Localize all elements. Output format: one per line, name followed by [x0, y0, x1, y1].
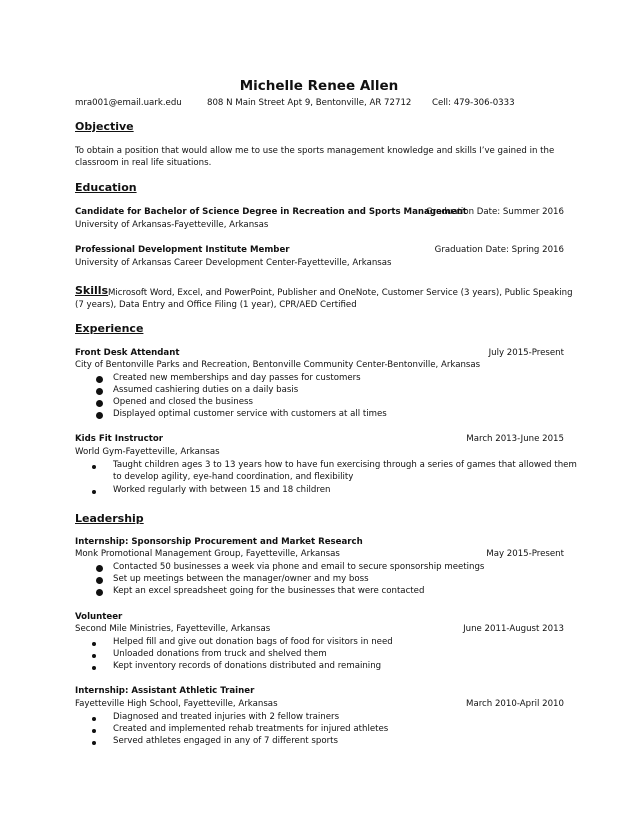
education-date: Graduation Date: Summer 2016 — [425, 207, 564, 217]
role-org: Fayetteville High School, Fayetteville, Arkansas — [75, 699, 278, 709]
bullet-icon — [92, 717, 96, 721]
role-date: May 2015-Present — [486, 549, 564, 559]
bullet-icon — [92, 729, 96, 733]
job-bullet: Assumed cashiering duties on a daily basis — [113, 385, 299, 395]
skills-line-1: Microsoft Word, Excel, and PowerPoint, Publisher and OneNote, Customer Service (3 years), Public Speaking — [108, 288, 573, 298]
resume-name: Michelle Renee Allen — [239, 78, 399, 94]
job-bullet: Displayed optimal customer service with customers at all times — [113, 409, 387, 419]
job-bullet: Taught children ages 3 to 13 years how to have fun exercising through a series of games that allowed them — [113, 460, 577, 470]
role-bullet: Unloaded donations from truck and shelved them — [113, 649, 327, 659]
job-org: World Gym-Fayetteville, Arkansas — [75, 447, 220, 457]
role-date: March 2010-April 2010 — [466, 699, 564, 709]
role-bullet: Kept an excel spreadsheet going for the businesses that were contacted — [113, 586, 425, 596]
objective-line-1: To obtain a position that would allow me to use the sports management knowledge and skills I’ve gained in the — [75, 146, 555, 156]
role-org: Monk Promotional Management Group, Fayetteville, Arkansas — [75, 549, 340, 559]
role-bullet: Diagnosed and treated injuries with 2 fellow trainers — [113, 712, 340, 722]
objective-line-2: classroom in real life situations. — [75, 158, 212, 168]
bullet-icon — [96, 577, 103, 584]
bullet-icon — [92, 465, 96, 469]
job-bullet-continuation: to develop agility, eye-hand coordination, and flexibility — [113, 472, 354, 482]
role-bullet: Kept inventory records of donations distributed and remaining — [113, 661, 382, 671]
job-title: Front Desk Attendant — [75, 348, 180, 358]
contact-email: mra001@email.uark.edu — [75, 98, 182, 108]
job-date: July 2015-Present — [488, 348, 564, 358]
bullet-icon — [92, 642, 96, 646]
bullet-icon — [96, 400, 103, 407]
role-title: Volunteer — [75, 612, 123, 622]
role-bullet: Served athletes engaged in any of 7 different sports — [113, 736, 338, 746]
bullet-icon — [96, 412, 103, 419]
role-title: Internship: Assistant Athletic Trainer — [75, 686, 255, 696]
job-org: City of Bentonville Parks and Recreation, Bentonville Community Center-Bentonville, Arkansas — [75, 360, 481, 370]
bullet-icon — [92, 654, 96, 658]
experience-heading: Experience — [75, 322, 144, 335]
role-date: June 2011-August 2013 — [463, 624, 564, 634]
education-date: Graduation Date: Spring 2016 — [434, 245, 564, 255]
contact-address: 808 N Main Street Apt 9, Bentonville, AR 72712 — [207, 98, 412, 108]
bullet-icon — [92, 490, 96, 494]
role-title: Internship: Sponsorship Procurement and Market Research — [75, 537, 363, 547]
leadership-heading: Leadership — [75, 512, 144, 525]
education-heading: Education — [75, 181, 137, 194]
job-bullet: Created new memberships and day passes for customers — [113, 373, 361, 383]
bullet-icon — [92, 741, 96, 745]
role-bullet: Contacted 50 businesses a week via phone and email to secure sponsorship meetings — [113, 562, 485, 572]
job-title: Kids Fit Instructor — [75, 434, 164, 444]
education-org: University of Arkansas Career Development Center-Fayetteville, Arkansas — [75, 258, 392, 268]
skills-line-2: (7 years), Data Entry and Office Filing (1 year), CPR/AED Certified — [75, 300, 357, 310]
bullet-icon — [96, 565, 103, 572]
skills-heading: Skills — [75, 284, 109, 297]
bullet-icon — [96, 589, 103, 596]
job-date: March 2013-June 2015 — [466, 434, 564, 444]
education-title: Candidate for Bachelor of Science Degree in Recreation and Sports Management — [75, 207, 467, 217]
education-title: Professional Development Institute Member — [75, 245, 290, 255]
job-bullet: Opened and closed the business — [113, 397, 253, 407]
contact-cell: Cell: 479-306-0333 — [432, 98, 515, 108]
role-bullet: Created and implemented rehab treatments for injured athletes — [113, 724, 389, 734]
role-org: Second Mile Ministries, Fayetteville, Arkansas — [75, 624, 271, 634]
bullet-icon — [96, 376, 103, 383]
education-org: University of Arkansas-Fayetteville, Arkansas — [75, 220, 269, 230]
job-bullet: Worked regularly with between 15 and 18 children — [113, 485, 331, 495]
bullet-icon — [92, 666, 96, 670]
role-bullet: Set up meetings between the manager/owner and my boss — [113, 574, 369, 584]
objective-heading: Objective — [75, 120, 134, 133]
bullet-icon — [96, 388, 103, 395]
role-bullet: Helped fill and give out donation bags of food for visitors in need — [113, 637, 393, 647]
